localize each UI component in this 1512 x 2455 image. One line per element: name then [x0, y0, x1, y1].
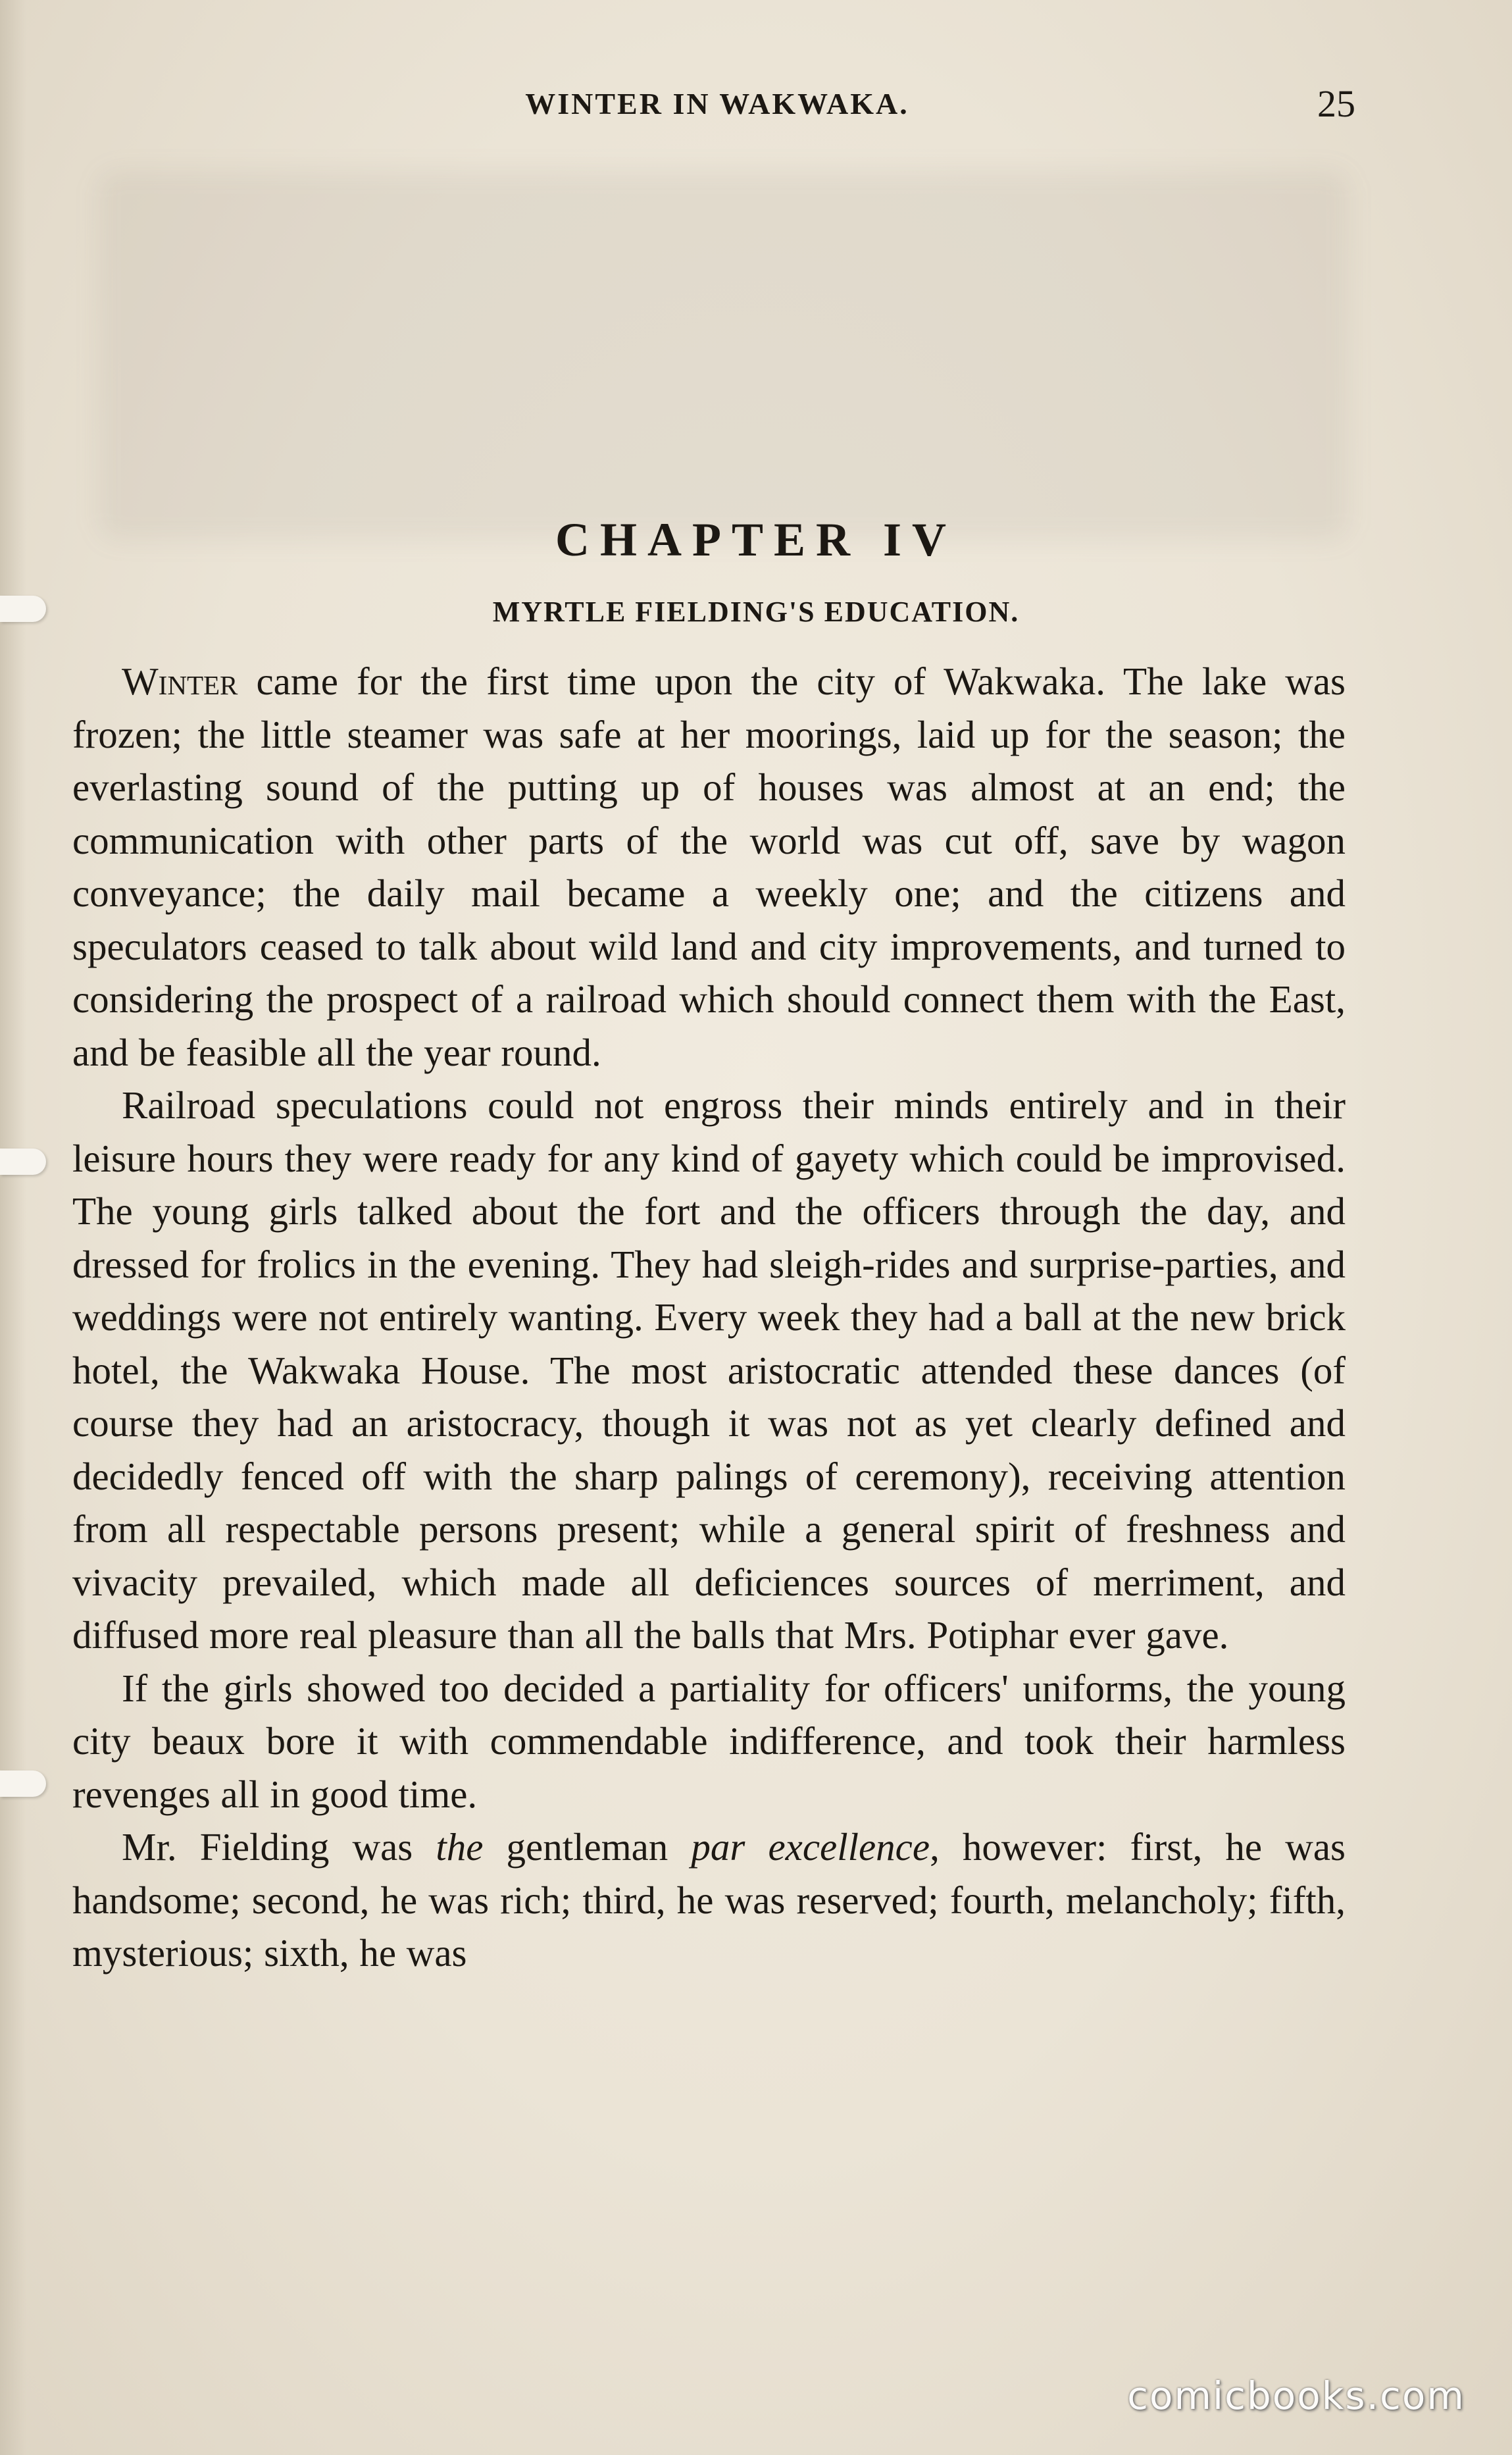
- chapter-subtitle: MYRTLE FIELDING'S EDUCATION.: [492, 596, 1020, 628]
- emphasis-text: the: [436, 1825, 484, 1869]
- page-number: 25: [1317, 82, 1355, 125]
- paragraph-text: gentleman: [483, 1825, 692, 1869]
- emphasis-text: par excellence: [691, 1825, 930, 1869]
- show-through-bleed: [99, 171, 1349, 540]
- watermark: comicbooks.com: [1127, 2373, 1465, 2418]
- paragraph: [72, 655, 1346, 1079]
- paragraph-lead-word: Winter: [122, 659, 238, 703]
- paragraph: [72, 1662, 1346, 1821]
- chapter-title: CHAPTER IV: [555, 513, 957, 566]
- page-tear-mark: [0, 1770, 46, 1797]
- running-title: WINTER IN WAKWAKA.: [525, 87, 909, 120]
- paragraph: [72, 1079, 1346, 1662]
- page-edge-shadow: [0, 0, 26, 2455]
- paragraph-text: Railroad speculations could not engross their minds entirely and in their leisure hours they were ready for any kind of gayety which could be improvised. The young girls talked about the fort and the officers through the day, and dressed for frolics in the evening. They had sleigh-rides and surprise-parties, and weddings were not entirely wanting. Every week they had a ball at the new brick hotel, the Wakwaka House. The most aristocratic attended these dances (of course they had an aristocracy, though it was not as yet clearly defined and decidedly fenced off with the sharp palings of ceremony), receiving attention from all respectable persons present; while a general spirit of freshness and vivacity prevailed, which made all deficiences sources of merriment, and diffused more real pleasure than all the balls that Mrs. Potiphar ever gave.: [72, 1083, 1346, 1657]
- chapter-body: [72, 655, 1346, 1980]
- running-header: [0, 78, 1512, 130]
- paragraph: [72, 1821, 1346, 1980]
- paragraph-text: , however: first, he was handsome; second, he was rich; third, he was reserved; fourth, melancholy; fifth, mysterious; sixth, he was: [72, 1825, 1346, 1975]
- paragraph-text: If the girls showed too decided a partiality for officers' uniforms, the young city beaux bore it with commendable indifference, and took their harmless revenges all in good time.: [72, 1666, 1346, 1816]
- page-tear-mark: [0, 1149, 46, 1175]
- paragraph-text: Mr. Fielding was: [122, 1825, 436, 1869]
- paragraph-text: came for the first time upon the city of Wakwaka. The lake was frozen; the little steamer was safe at her moorings, laid up for the season; the everlasting sound of the putting up of houses was almost at an end; the communication with other parts of the world was cut off, save by wagon conveyance; the daily mail became a weekly one; and the citizens and speculators ceased to talk about wild land and city improvements, and turned to considering the prospect of a railroad which should connect them with the East, and be feasible all the year round.: [72, 659, 1346, 1074]
